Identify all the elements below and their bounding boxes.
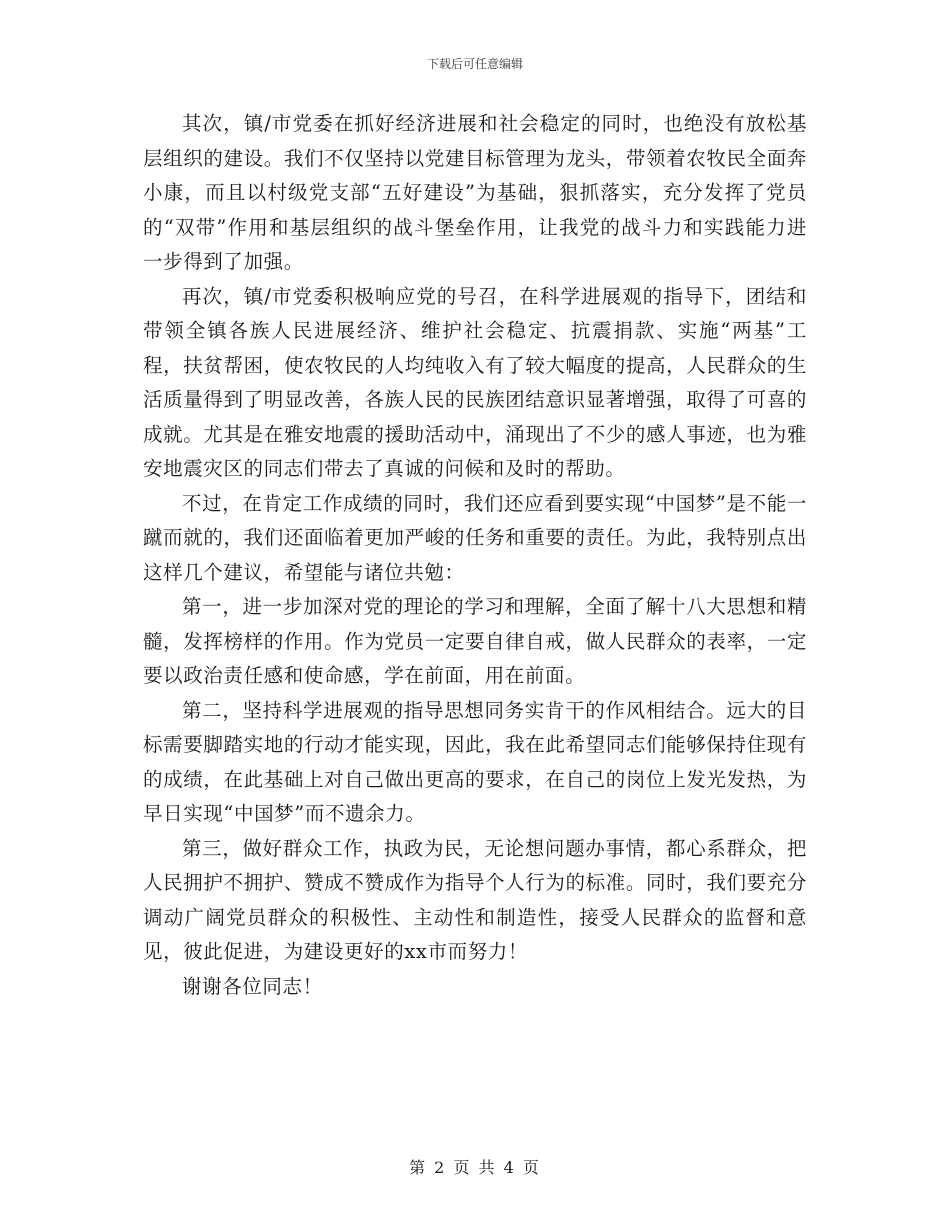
paragraph-thirdly: 再次，镇/市党委积极响应党的号召，在科学进展观的指导下，团结和带领全镇各族人民进展经济、维护社会稳定、抗震捐款、实施“两基”工程，扶贫帮困，使农牧民的人均纯收入有了较大幅度的提高，人民群众的生活质量得到了明显改善，各族人民的民族团结意识显著增强，取得了可喜的成就。尤其是在雅安地震的援助活动中，涌现出了不少的感人事迹，也为雅安地震灾区的同志们带去了真诚的问候和及时的帮助。	[143, 284, 807, 480]
paragraph-suggestion-two: 第二，坚持科学进展观的指导思想同务实肯干的作风相结合。远大的目标需要脚踏实地的行动才能实现，因此，我在此希望同志们能够保持住现有的成绩，在此基础上对自己做出更高的要求，在自己的岗位上发光发热，为早日实现“中国梦”而不遗余力。	[143, 698, 807, 825]
paragraph-secondly: 其次，镇/市党委在抓好经济进展和社会稳定的同时，也绝没有放松基层组织的建设。我们不仅坚持以党建目标管理为龙头，带领着农牧民全面奔小康，而且以村级党支部“五好建设”为基础，狠抓落实，充分发挥了党员的“双带”作用和基层组织的战斗堡垒作用，让我党的战斗力和实践能力进一步得到了加强。	[143, 112, 807, 273]
document-body	[143, 107, 807, 1004]
paragraph-suggestion-three: 第三，做好群众工作，执政为民，无论想问题办事情，都心系群众，把人民拥护不拥护、赞成不赞成作为指导个人行为的标准。同时，我们要充分调动广阔党员群众的积极性、主动性和制造性，接受人民群众的监督和意见，彼此促进，为建设更好的xx市而努力！	[143, 836, 807, 963]
header-note: 下载后可任意编辑	[426, 57, 523, 71]
page-number-footer: 第 2 页 共 4 页	[409, 1158, 541, 1177]
paragraph-however: 不过，在肯定工作成绩的同时，我们还应看到要实现“中国梦”是不能一蹴而就的，我们还面临着更加严峻的任务和重要的责任。为此，我特别点出这样几个建议，希望能与诸位共勉：	[143, 491, 807, 584]
paragraph-thanks: 谢谢各位同志！	[182, 974, 323, 998]
paragraph-suggestion-one: 第一，进一步加深对党的理论的学习和理解，全面了解十八大思想和精髓，发挥榜样的作用。作为党员一定要自律自戒，做人民群众的表率，一定要以政治责任感和使命感，学在前面，用在前面。	[143, 595, 807, 687]
